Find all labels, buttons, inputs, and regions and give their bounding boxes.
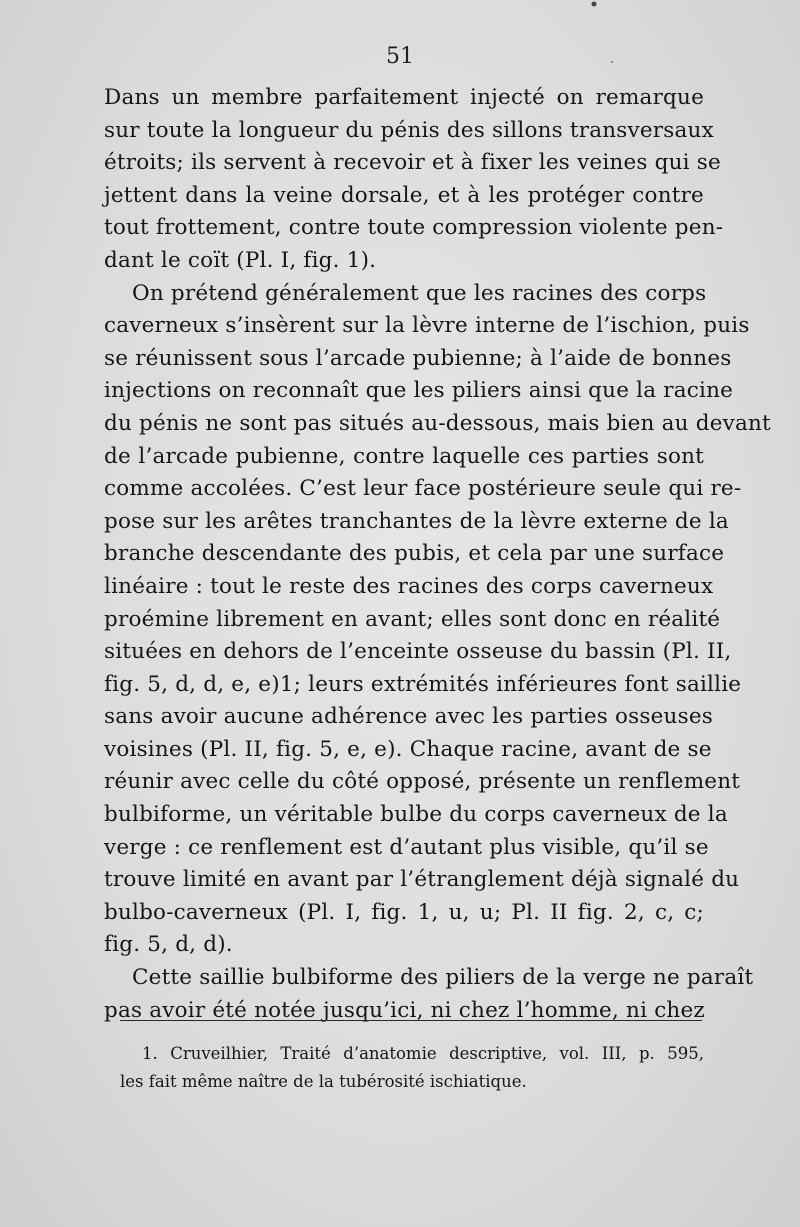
- text-line: pas avoir été notée jusqu’ici, ni chez l’homme, ni chez: [104, 997, 705, 1023]
- text-line: du pénis ne sont pas situés au-dessous, mais bien au devant: [104, 410, 771, 436]
- text-line: comme accolées. C’est leur face postérieure seule qui re-: [104, 476, 742, 502]
- page-number: 51: [386, 44, 414, 69]
- text-line: sans avoir aucune adhérence avec les parties osseuses: [104, 704, 713, 730]
- text-line: bulbo-caverneux (Pl. I, fig. 1, u, u; Pl. II fig. 2, c, c;: [104, 899, 704, 925]
- text-line: Cette saillie bulbiforme des piliers de la verge ne paraît: [132, 965, 754, 991]
- text-line: jettent dans la veine dorsale, et à les protéger contre: [104, 182, 704, 208]
- text-line: sur toute la longueur du pénis des sillons transversaux: [104, 117, 714, 143]
- text-line: On prétend généralement que les racines des corps: [132, 280, 707, 306]
- text-line: fig. 5, d, d, e, e)1; leurs extrémités inférieures font saillie: [104, 671, 742, 697]
- text-line: voisines (Pl. II, fig. 5, e, e). Chaque racine, avant de se: [104, 736, 712, 762]
- text-line: caverneux s’insèrent sur la lèvre interne de l’ischion, puis: [104, 313, 750, 339]
- paper-speck: [592, 2, 597, 7]
- text-line: branche descendante des pubis, et cela par une surface: [104, 541, 725, 567]
- text-line: bulbiforme, un véritable bulbe du corps caverneux de la: [104, 802, 728, 828]
- text-line: tout frottement, contre toute compression violente pen-: [104, 215, 724, 241]
- text-line: linéaire : tout le reste des racines des corps caverneux: [104, 573, 714, 599]
- text-line: trouve limité en avant par l’étranglement déjà signalé du: [104, 867, 740, 893]
- text-line: réunir avec celle du côté opposé, présente un renflement: [104, 769, 741, 795]
- text-line: pose sur les arêtes tranchantes de la lèvre externe de la: [104, 508, 729, 534]
- text-line: proémine librement en avant; elles sont donc en réalité: [104, 606, 721, 632]
- text-line: de l’arcade pubienne, contre laquelle ces parties sont: [104, 443, 704, 469]
- text-line: injections on reconnaît que les piliers ainsi que la racine: [104, 378, 734, 404]
- text-line: verge : ce renflement est d’autant plus visible, qu’il se: [104, 834, 709, 860]
- text-line: fig. 5, d, d).: [104, 932, 233, 958]
- paper-speck: [611, 61, 613, 63]
- text-line: se réunissent sous l’arcade pubienne; à l’aide de bonnes: [104, 345, 732, 371]
- footnote-line: 1. Cruveilhier, Traité d’anatomie descriptive, vol. III, p. 595,: [142, 1044, 704, 1063]
- text-line: Dans un membre parfaitement injecté on remarque: [104, 85, 704, 110]
- text-line: étroits; ils servent à recevoir et à fixer les veines qui se: [104, 150, 721, 176]
- text-line: situées en dehors de l’enceinte osseuse du bassin (Pl. II,: [104, 639, 732, 665]
- footnote-line: les fait même naître de la tubérosité ischiatique.: [120, 1072, 527, 1091]
- text-line: dant le coït (Pl. I, fig. 1).: [104, 247, 377, 273]
